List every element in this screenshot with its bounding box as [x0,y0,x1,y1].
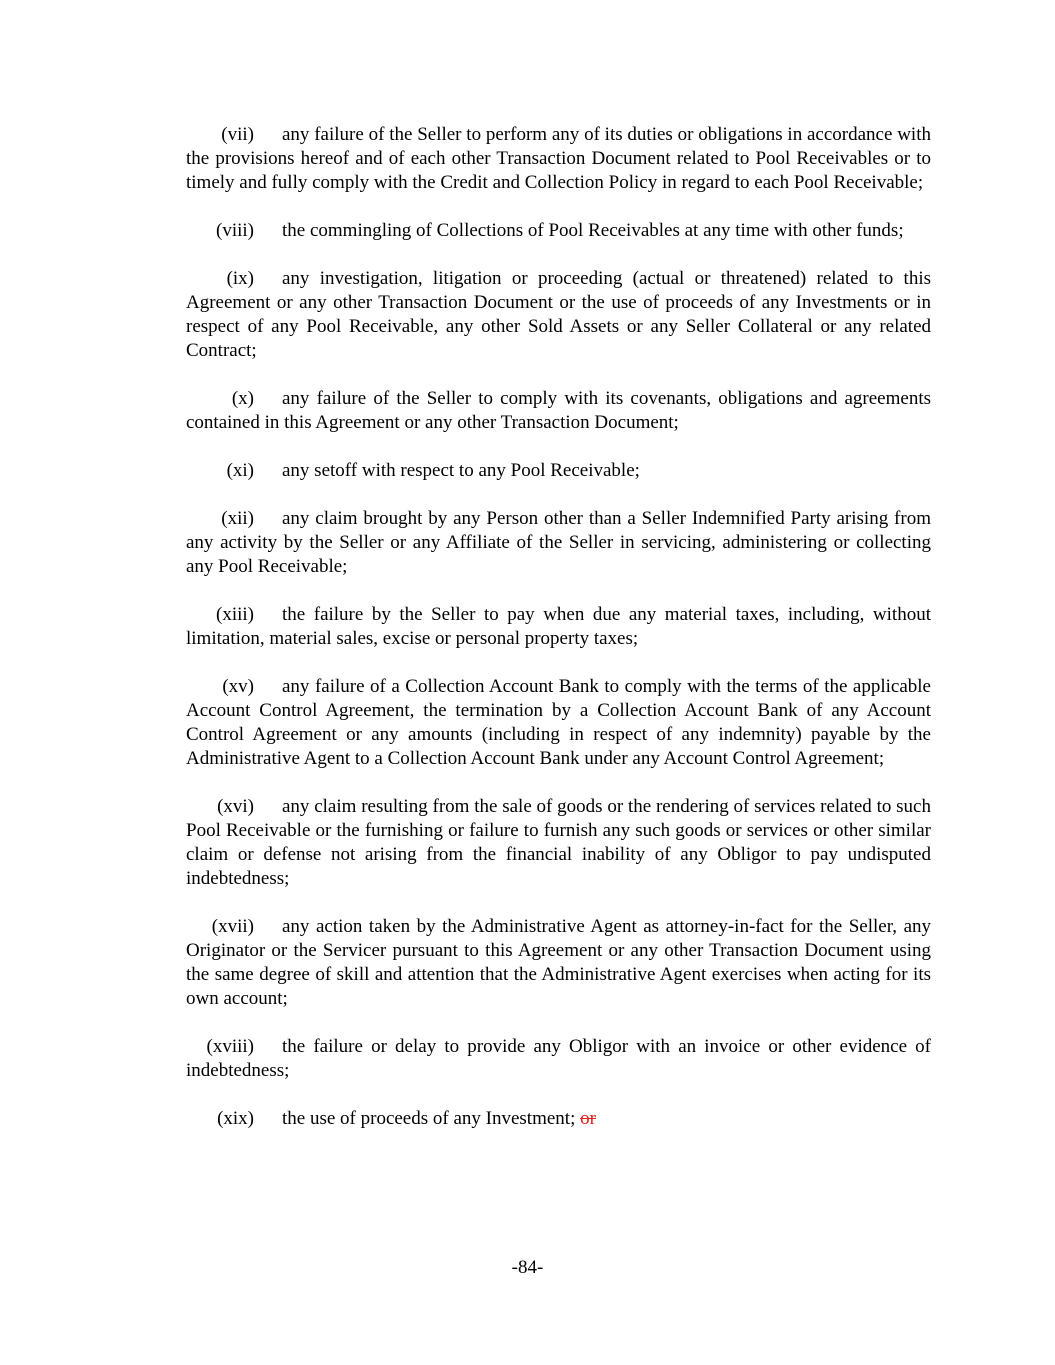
clause-text: any setoff with respect to any Pool Receivable; [282,460,640,481]
clause-number: (xix) [217,1108,254,1129]
clause-text: any failure of the Seller to perform any of its duties or obligations in accordance with the provisions hereof and of each other Transaction Document related to Pool Receivables or to timely and fully comply with the Credit and Collection Policy in regard to each Pool Receivable; [186,124,931,193]
page-number: -84- [511,1257,544,1278]
clause-viii [186,219,931,243]
clause-xviii [186,1035,931,1083]
clause-xvii [186,915,931,1011]
clause-text: any claim resulting from the sale of goods or the rendering of services related to such Pool Receivable or the furnishing or failure to furnish any such goods or services or other similar claim or defense not arising from the financial inability of any Obligor to pay undisputed indebtedness; [186,796,931,889]
clause-xix [186,1107,931,1131]
clause-x [186,387,931,435]
clause-text: the commingling of Collections of Pool Receivables at any time with other funds; [282,220,904,241]
clause-text: any failure of the Seller to comply with its covenants, obligations and agreements contained in this Agreement or any other Transaction Document; [186,388,931,433]
clause-xiii [186,603,931,651]
struck-deletion: or [580,1108,596,1129]
clause-number: (xvii) [211,916,254,937]
clause-text: any failure of a Collection Account Bank to comply with the terms of the applicable Account Control Agreement, the termination by a Collection Account Bank of any Account Control Agreement or any amounts (including in respect of any indemnity) payable by the Administrative Agent to a Collection Account Bank under any Account Control Agreement; [186,676,931,769]
clause-number: (ix) [226,268,254,289]
clause-number: (xviii) [206,1036,254,1057]
clause-xvi [186,795,931,891]
clause-number: (xii) [221,508,254,529]
clause-ix [186,267,931,363]
clause-text: any investigation, litigation or proceeding (actual or threatened) related to this Agreement or any other Transaction Document or the use of proceeds of any Investments or in respect of any Pool Receivable, any other Sold Assets or any Seller Collateral or any related Contract; [186,268,931,361]
clause-xv [186,675,931,771]
clause-text: any claim brought by any Person other than a Seller Indemnified Party arising from any activity by the Seller or any Affiliate of the Seller in servicing, administering or collecting any Pool Receivable; [186,508,931,577]
clause-xi [186,459,931,483]
clause-text: the failure by the Seller to pay when due any material taxes, including, without limitation, material sales, excise or personal property taxes; [186,604,931,649]
clause-number: (x) [231,388,254,409]
clause-number: (xv) [222,676,254,697]
clause-number: (xiii) [216,604,254,625]
clause-number: (vii) [221,124,254,145]
clause-text: any action taken by the Administrative Agent as attorney-in-fact for the Seller, any Originator or the Servicer pursuant to this Agreement or any other Transaction Document using the same degree of skill and attention that the Administrative Agent exercises when acting for its own account; [186,916,931,1009]
clause-number: (xi) [226,460,254,481]
clause-number: (viii) [216,220,254,241]
clause-xii [186,507,931,579]
clause-text: the use of proceeds of any Investment; [282,1108,576,1129]
clause-vii [186,123,931,195]
clause-number: (xvi) [217,796,254,817]
clause-text: the failure or delay to provide any Obligor with an invoice or other evidence of indebtedness; [186,1036,931,1081]
clause-list [186,123,931,1155]
